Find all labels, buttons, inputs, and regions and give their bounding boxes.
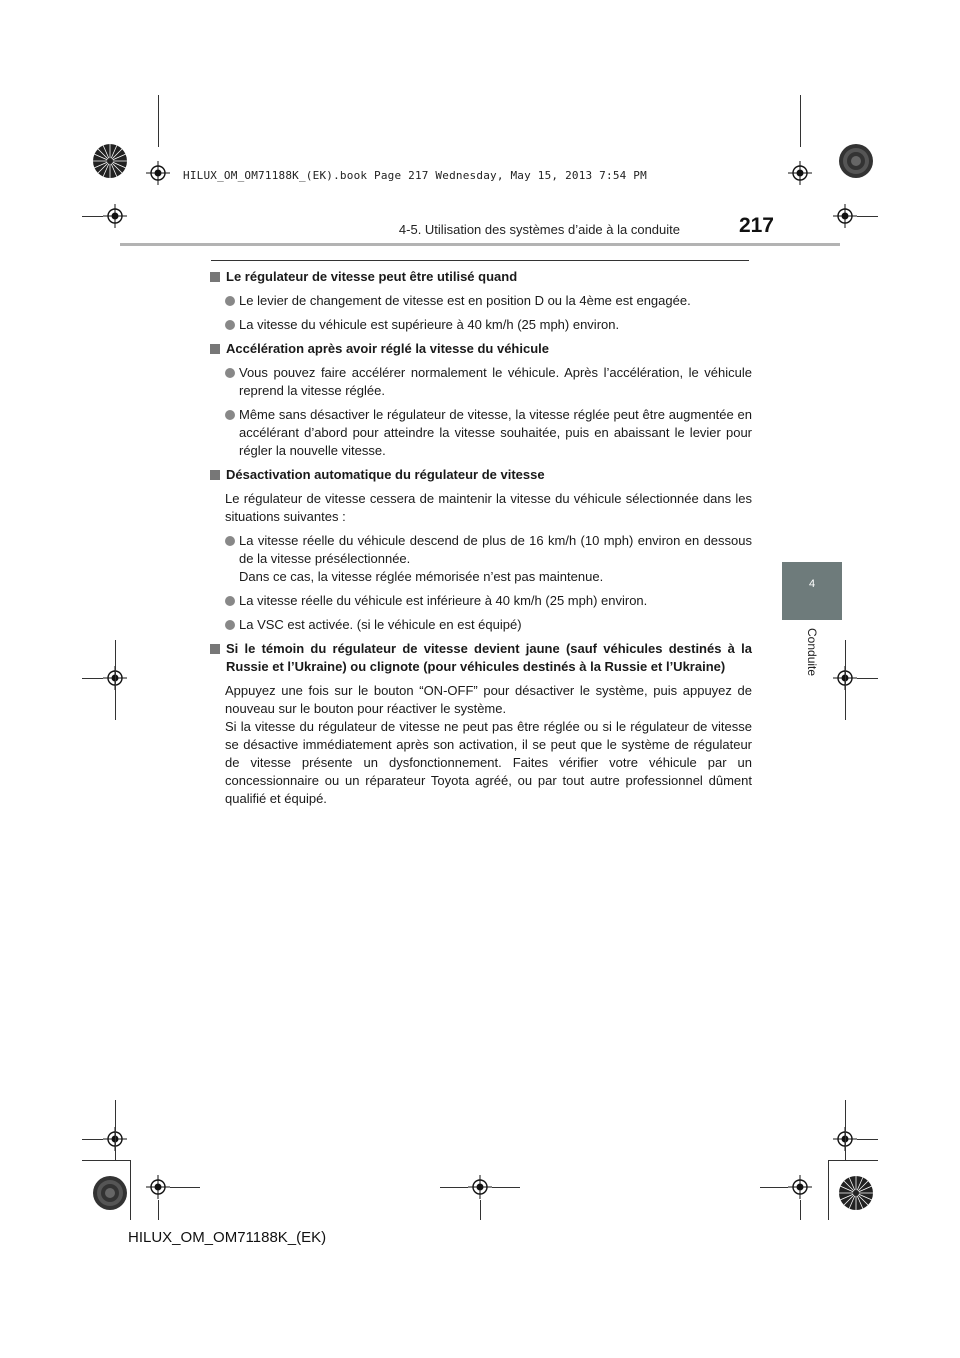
registration-mark-icon: [468, 1175, 492, 1199]
round-bullet-icon: [225, 596, 235, 606]
section-title: 4-5. Utilisation des systèmes d’aide à la conduite: [398, 222, 680, 237]
crop-line: [440, 1187, 468, 1188]
crop-line: [82, 216, 103, 217]
round-bullet-icon: [225, 320, 235, 330]
list-item: Le levier de changement de vitesse est en position D ou la 4ème est engagée.: [210, 292, 752, 310]
crop-line: [115, 1100, 116, 1160]
section-heading: Si le témoin du régulateur de vitesse devient jaune (sauf véhicules destinés à la Russie et l’Ukraine) ou clignote (pour véhicules destinés à la Russie et l’Ukraine): [210, 640, 752, 676]
bullet-note: Dans ce cas, la vitesse réglée mémorisée n’est pas maintenue.: [239, 569, 604, 584]
crop-line: [845, 1100, 846, 1160]
registration-mark-icon: [833, 204, 857, 228]
rosette-mark-icon: [838, 143, 874, 179]
section-heading: Accélération après avoir réglé la vitesse du véhicule: [210, 340, 752, 358]
square-bullet-icon: [210, 272, 220, 282]
square-bullet-icon: [210, 644, 220, 654]
crop-line: [845, 640, 846, 720]
round-bullet-icon: [225, 410, 235, 420]
crop-line: [828, 1160, 878, 1161]
list-item: La VSC est activée. (si le véhicule en est équipé): [210, 616, 752, 634]
square-bullet-icon: [210, 344, 220, 354]
registration-mark-icon: [146, 1175, 170, 1199]
crop-line: [857, 216, 878, 217]
crop-line: [130, 1160, 131, 1220]
book-stamp: HILUX_OM_OM71188K_(EK).book Page 217 Wednesday, May 15, 2013 7:54 PM: [183, 169, 647, 182]
rosette-mark-icon: [92, 143, 128, 179]
page-content: [210, 268, 752, 814]
paragraph: Appuyez une fois sur le bouton “ON-OFF” pour désactiver le système, puis appuyez de nouveau sur le bouton pour réactiver le système. Si la vitesse du régulateur de vitesse ne peut pas être réglée ou si le régulateur de vitesse se désactive immédiatement après son activation, il se peut que le système de régulateur de vitesse présente un dysfonctionnement. Faites vérifier votre véhicule par un concessionnaire ou un réparateur Toyota agréé, ou par tout autre professionnel dûment qualifié et équipé.: [225, 683, 752, 806]
chapter-label-text: Conduite: [805, 628, 819, 677]
crop-line: [857, 1139, 878, 1140]
section-intro: Le régulateur de vitesse cessera de maintenir la vitesse du véhicule sélectionnée dans les situations suivantes :: [225, 491, 752, 524]
crop-line: [480, 1200, 481, 1220]
crop-line: [170, 1187, 200, 1188]
crop-line: [158, 95, 159, 147]
section-heading: Désactivation automatique du régulateur de vitesse: [210, 466, 752, 484]
section-heading: Le régulateur de vitesse peut être utilisé quand: [210, 268, 752, 286]
document-code: HILUX_OM_OM71188K_(EK): [128, 1229, 327, 1246]
registration-mark-icon: [788, 161, 812, 185]
crop-line: [857, 678, 878, 679]
list-item: La vitesse du véhicule est supérieure à 40 km/h (25 mph) environ.: [210, 316, 752, 334]
crop-line: [82, 1139, 103, 1140]
registration-mark-icon: [788, 1175, 812, 1199]
square-bullet-icon: [210, 470, 220, 480]
list-item: Même sans désactiver le régulateur de vitesse, la vitesse réglée peut être augmentée en accélérant d’abord pour atteindre la vitesse souhaitée, puis en abaissant le levier pour régler la nouvelle vitesse.: [210, 406, 752, 460]
round-bullet-icon: [225, 536, 235, 546]
rosette-mark-icon: [92, 1175, 128, 1211]
round-bullet-icon: [225, 296, 235, 306]
chapter-tab[interactable]: 4: [782, 562, 842, 620]
crop-line: [800, 95, 801, 147]
round-bullet-icon: [225, 368, 235, 378]
content-rule: [211, 260, 749, 261]
round-bullet-icon: [225, 620, 235, 630]
crop-line: [828, 1160, 829, 1220]
crop-line: [158, 1200, 159, 1220]
rosette-mark-icon: [838, 1175, 874, 1211]
registration-mark-icon: [146, 161, 170, 185]
crop-line: [800, 1200, 801, 1220]
header-rule: [120, 243, 840, 246]
crop-line: [760, 1187, 788, 1188]
crop-line: [492, 1187, 520, 1188]
list-item: La vitesse réelle du véhicule est inférieure à 40 km/h (25 mph) environ.: [210, 592, 752, 610]
crop-line: [115, 640, 116, 720]
list-item: La vitesse réelle du véhicule descend de plus de 16 km/h (10 mph) environ en dessous de la vitesse présélectionnée. Dans ce cas, la vitesse réglée mémorisée n’est pas maintenue.: [210, 532, 752, 586]
list-item: Vous pouvez faire accélérer normalement le véhicule. Après l’accélération, le véhicule reprend la vitesse réglée.: [210, 364, 752, 400]
crop-line: [82, 1160, 130, 1161]
registration-mark-icon: [103, 204, 127, 228]
crop-line: [82, 678, 103, 679]
chapter-tab-label: [782, 620, 842, 740]
page-number: 217: [738, 214, 774, 237]
